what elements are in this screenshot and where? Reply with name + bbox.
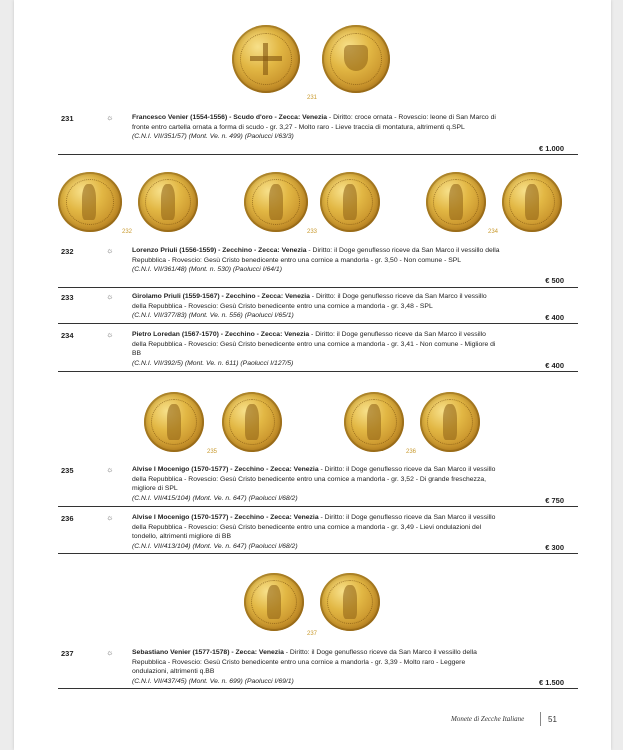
- footer-title: Monete di Zecche Italiane: [451, 715, 525, 723]
- page-number: 51: [548, 715, 557, 724]
- coin-symbol-icon: ☼: [106, 465, 114, 474]
- coin-231-obverse: [232, 25, 300, 93]
- divider: [58, 154, 578, 155]
- lot-description-233: [132, 292, 500, 321]
- lot-text-233: - Diritto: il Doge genuflesso riceve da San Marco il vessillo della Repubblica - Rovescio: Gesù Cristo benedicente entro una cornice a mandorla - gr. 3,48 - SPL: [132, 293, 487, 310]
- lot-text-234: - Diritto: il Doge genuflesso riceve da San Marco il vessillo della Repubblica - Rovescio: Gesù Cristo benedicente entro una cornice a mandorla - gr. 3,41 - Non comune - Migliore di BB: [132, 331, 496, 357]
- coin-236-obverse: [344, 392, 404, 452]
- coin-symbol-icon: ☼: [106, 292, 114, 301]
- lot-number-237: 237: [61, 649, 74, 658]
- coin-number-236: 236: [406, 449, 417, 455]
- lot-number-234: 234: [61, 331, 74, 340]
- lot-number-231: 231: [61, 114, 74, 123]
- lot-description-231: [132, 113, 500, 142]
- coin-symbol-icon: ☼: [106, 648, 114, 657]
- coin-symbol-icon: ☼: [106, 330, 114, 339]
- divider: [58, 287, 578, 288]
- lot-title-231: Francesco Venier (1554-1556) - Scudo d'oro - Zecca: Venezia: [132, 114, 328, 121]
- coin-number-233: 233: [307, 229, 318, 235]
- divider: [58, 323, 578, 324]
- coin-symbol-icon: ☼: [106, 246, 114, 255]
- coin-symbol-icon: ☼: [106, 513, 114, 522]
- lot-number-232: 232: [61, 247, 74, 256]
- coin-237-reverse: [320, 573, 380, 631]
- coin-234-obverse: [426, 172, 486, 232]
- lot-number-236: 236: [61, 514, 74, 523]
- footer-separator: [540, 712, 541, 726]
- divider: [58, 371, 578, 372]
- lot-price-237: € 1.500: [538, 678, 564, 687]
- lot-reference-232: (C.N.I. VII/361/48) (Mont. n. 530) (Paolucci I/64/1): [132, 266, 282, 273]
- lot-description-232: [132, 246, 500, 275]
- coin-number-231: 231: [307, 95, 318, 101]
- divider: [58, 688, 578, 689]
- lot-reference-235: (C.N.I. VII/415/104) (Mont. Ve. n. 647) (Paolucci I/68/2): [132, 494, 298, 502]
- lot-title-237: Sebastiano Venier (1577-1578) - Zecca: Venezia: [132, 649, 284, 656]
- lot-description-235: [132, 465, 500, 503]
- coin-233-reverse: [320, 172, 380, 232]
- lot-price-232: € 500: [545, 276, 564, 285]
- lot-reference-237: (C.N.I. VII/437/45) (Mont. Ve. n. 699) (Paolucci I/69/1): [132, 677, 294, 685]
- coin-236-reverse: [420, 392, 480, 452]
- lot-text-231: - Diritto: croce ornata - Rovescio: leone di San Marco di fronte entro cartella ornata a forma di scudo - gr. 3,27 - Molto raro - Lieve traccia di montatura, altrimenti q.SPL: [132, 114, 496, 131]
- lot-price-233: € 400: [545, 313, 564, 322]
- coin-235-reverse: [222, 392, 282, 452]
- lot-reference-236: (C.N.I. VII/413/104) (Mont. Ve. n. 647) (Paolucci I/68/2): [132, 542, 298, 550]
- divider: [58, 506, 578, 507]
- lot-number-233: 233: [61, 293, 74, 302]
- lot-title-236: Alvise I Mocenigo (1570-1577) - Zecchino - Zecca: Venezia: [132, 514, 319, 521]
- lot-title-235: Alvise I Mocenigo (1570-1577) - Zecchino - Zecca: Venezia: [132, 466, 319, 473]
- lot-title-233: Girolamo Priuli (1559-1567) - Zecchino - Zecca: Venezia: [132, 293, 310, 300]
- coin-232-obverse: [58, 172, 122, 232]
- coin-number-234: 234: [488, 229, 499, 235]
- lot-number-235: 235: [61, 466, 74, 475]
- coin-233-obverse: [244, 172, 308, 232]
- lot-price-231: € 1.000: [538, 144, 564, 153]
- catalog-page: [14, 0, 611, 750]
- lot-description-234: [132, 330, 500, 368]
- lot-text-232: - Diritto: il Doge genuflesso riceve da San Marco il vessillo della Repubblica - Rovescio: Gesù Cristo benedicente entro una cornice a mandorla - gr. 3,50 - Non comune - SPL: [132, 247, 500, 264]
- coin-number-235: 235: [207, 449, 218, 455]
- lot-reference-234: (C.N.I. VII/392/5) (Mont. Ve. n. 611) (Paolucci I/127/5): [132, 359, 294, 367]
- coin-number-232: 232: [122, 229, 133, 235]
- lot-price-235: € 750: [545, 496, 564, 505]
- lot-text-236: - Diritto: il Doge genuflesso riceve da San Marco il vessillo della Repubblica - Rovescio: Gesù Cristo benedicente entro una cornice a mandorla - gr. 3,49 - Lievi ondulazioni del tondello, altrimenti migliore di BB: [132, 514, 496, 540]
- lot-price-234: € 400: [545, 361, 564, 370]
- coin-237-obverse: [244, 573, 304, 631]
- lot-price-236: € 300: [545, 543, 564, 552]
- coin-235-obverse: [144, 392, 204, 452]
- divider: [58, 553, 578, 554]
- coin-232-reverse: [138, 172, 198, 232]
- lot-description-237: [132, 648, 500, 686]
- lot-reference-233: (C.N.I. VII/377/83) (Mont. Ve. n. 556) (Paolucci I/65/1): [132, 312, 294, 319]
- coin-231-reverse: [322, 25, 390, 93]
- coin-234-reverse: [502, 172, 562, 232]
- lot-title-232: Lorenzo Priuli (1556-1559) - Zecchino - Zecca: Venezia: [132, 247, 307, 254]
- lot-description-236: [132, 513, 500, 551]
- lot-title-234: Pietro Loredan (1567-1570) - Zecchino - Zecca: Venezia: [132, 331, 310, 338]
- coin-number-237: 237: [307, 631, 318, 637]
- lot-reference-231: (C.N.I. VII/351/57) (Mont. Ve. n. 499) (Paolucci I/63/3): [132, 133, 294, 140]
- lot-text-235: - Diritto: il Doge genuflesso riceve da San Marco il vessillo della Repubblica - Rovescio: Gesù Cristo benedicente entro una cornice a mandorla - gr. 3,52 - Di grande freschezza, migliore di SPL: [132, 466, 496, 492]
- coin-symbol-icon: ☼: [106, 113, 114, 122]
- lot-text-237: - Diritto: il Doge genuflesso riceve da San Marco il vessillo della Repubblica - Rovescio: Gesù Cristo benedicente entro una cornice a mandorla - gr. 3,39 - Molto raro - Leggere ondulazioni, altrimenti q.BB: [132, 649, 477, 675]
